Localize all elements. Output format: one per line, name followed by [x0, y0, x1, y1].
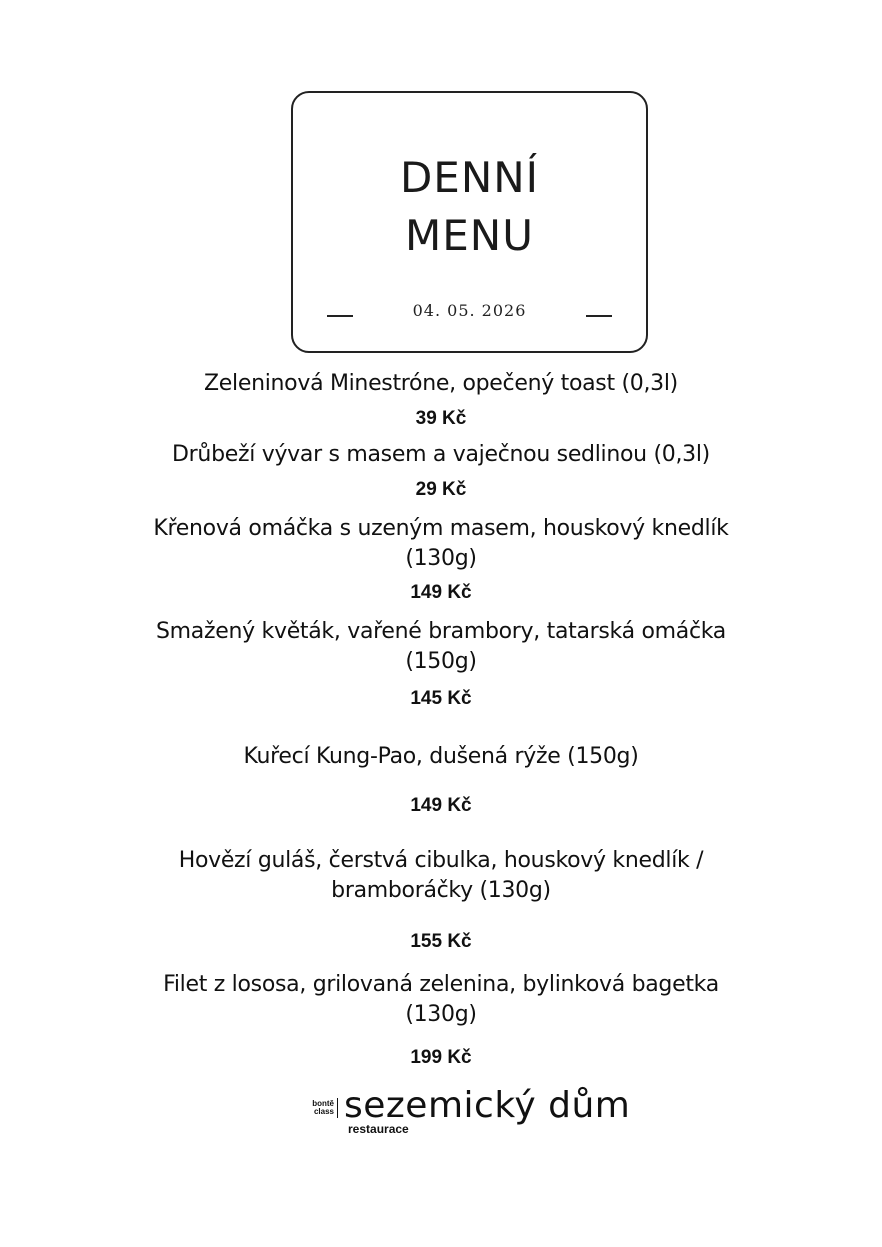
menu-item-name: Zeleninová Minestróne, opečený toast (0,3l): [204, 371, 678, 396]
menu-title-line2: MENU: [405, 211, 534, 260]
date-row: [293, 301, 646, 325]
menu-date: 04. 05. 2026: [412, 301, 527, 320]
logo-small-text: [296, 1100, 334, 1116]
menu-item-price: 29 Kč: [415, 479, 467, 500]
menu-item-price: 149 Kč: [410, 582, 472, 603]
menu-item-price: 149 Kč: [410, 795, 472, 816]
logo-wordmark: sezemický dům: [344, 1085, 631, 1126]
menu-item-price: 39 Kč: [415, 408, 467, 429]
menu-title-line1: DENNÍ: [399, 153, 540, 202]
logo-small-line1: bontě: [312, 1099, 334, 1108]
menu-item-price: 155 Kč: [410, 931, 472, 952]
logo-divider: [337, 1098, 338, 1118]
menu-item-name: Křenová omáčka s uzeným masem, houskový knedlík (130g): [153, 516, 729, 571]
menu-item-name: Kuřecí Kung-Pao, dušená rýže (150g): [243, 744, 639, 769]
logo-subtitle: restaurace: [348, 1122, 409, 1136]
logo-small-line2: class: [313, 1107, 334, 1116]
menu-item-name: Drůbeží vývar s masem a vaječnou sedlinou (0,3l): [172, 442, 710, 467]
restaurant-logo: [296, 1086, 656, 1138]
menu-item-name: Filet z lososa, grilovaná zelenina, bylinková bagetka (130g): [163, 972, 719, 1027]
menu-item-price: 199 Kč: [410, 1047, 472, 1068]
menu-item-name: Hovězí guláš, čerstvá cibulka, houskový knedlík / bramboráčky (130g): [178, 848, 704, 903]
header-box: [291, 91, 648, 353]
menu-item-price: 145 Kč: [410, 688, 472, 709]
right-dash: [586, 315, 612, 317]
menu-item-name: Smažený květák, vařené brambory, tatarská omáčka (150g): [156, 619, 726, 674]
